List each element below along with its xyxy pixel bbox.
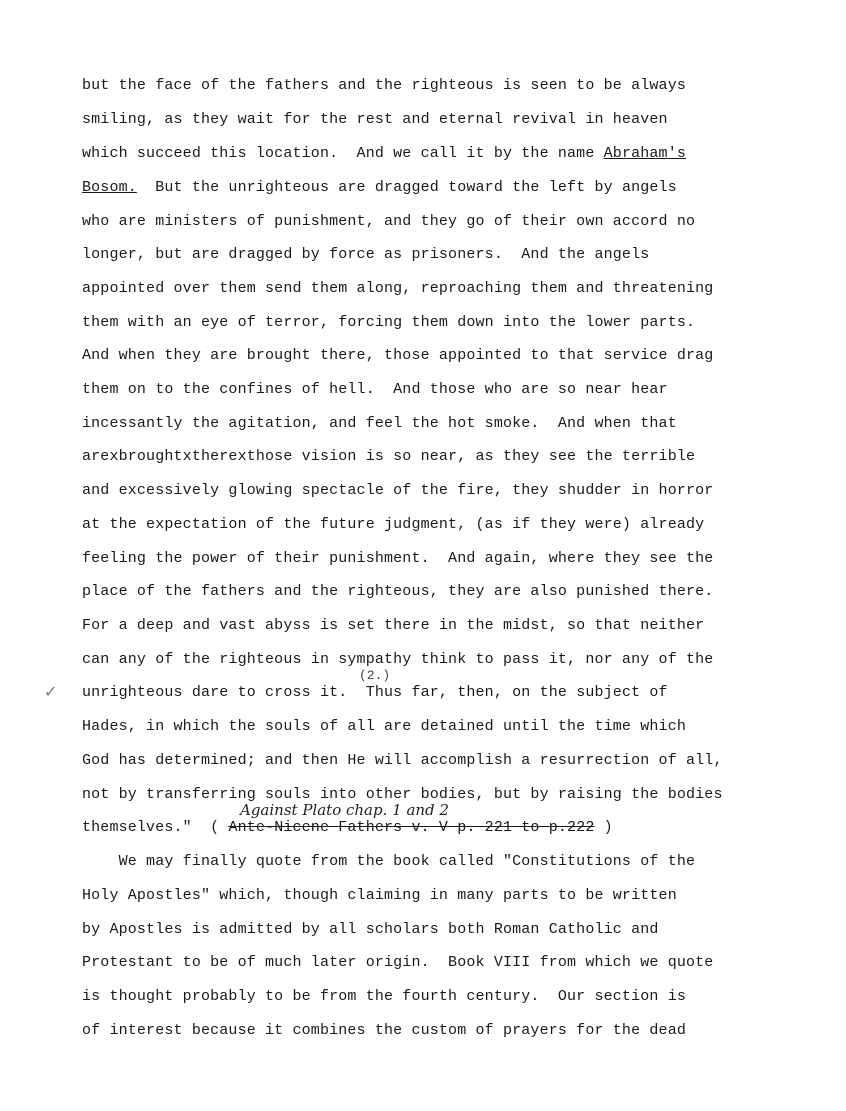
text-line-13: and excessively glowing spectacle of the fire, they shudder in horror bbox=[82, 482, 714, 499]
struck-citation: Ante-Nicene Fathers v. V p. 221 to p.222 bbox=[228, 819, 595, 836]
text-segment: But the unrighteous are dragged toward the left by angels bbox=[136, 179, 677, 196]
text-line-12 bbox=[82, 447, 695, 467]
text-segment: themselves." ( bbox=[82, 819, 229, 836]
text-line-29: of interest because it combines the custom of prayers for the dead bbox=[82, 1022, 686, 1039]
footnote-marker: (2.) bbox=[359, 668, 391, 683]
text-line-6: longer, but are dragged by force as prisoners. And the angels bbox=[82, 246, 650, 263]
margin-checkmark: ✓ bbox=[44, 682, 58, 701]
struck-out-text: arexbroughtxtherexthose bbox=[82, 448, 293, 465]
text-line-5: who are ministers of punishment, and they go of their own accord no bbox=[82, 213, 696, 230]
text-line-24: We may finally quote from the book called "Constitutions of the bbox=[82, 853, 696, 870]
text-line-10: them on to the confines of hell. And those who are so near hear bbox=[82, 381, 668, 398]
text-segment: ) bbox=[594, 819, 613, 836]
text-segment: unrighteous dare to cross it. bbox=[82, 684, 348, 701]
text-segment: which succeed this location. And we call it by the name bbox=[82, 145, 604, 162]
text-line-11: incessantly the agitation, and feel the hot smoke. And when that bbox=[82, 415, 677, 432]
text-line-1: but the face of the fathers and the righteous is seen to be always bbox=[82, 77, 686, 94]
text-line-15: feeling the power of their punishment. And again, where they see the bbox=[82, 550, 714, 567]
text-line-19 bbox=[82, 683, 668, 703]
underlined-name: Abraham's bbox=[603, 145, 687, 162]
text-line-7: appointed over them send them along, reproaching them and threatening bbox=[82, 280, 714, 297]
underlined-word: Bosom. bbox=[82, 179, 137, 196]
text-line-27: Protestant to be of much later origin. Book VIII from which we quote bbox=[82, 954, 714, 971]
text-line-2: smiling, as they wait for the rest and eternal revival in heaven bbox=[82, 111, 668, 128]
text-line-18: can any of the righteous in sympathy think to pass it, nor any of the bbox=[82, 651, 714, 668]
text-line-4 bbox=[82, 178, 677, 198]
text-line-20: Hades, in which the souls of all are detained until the time which bbox=[82, 718, 686, 735]
text-line-26: by Apostles is admitted by all scholars both Roman Catholic and bbox=[82, 921, 659, 938]
text-line-8: them with an eye of terror, forcing them down into the lower parts. bbox=[82, 314, 696, 331]
text-line-21: God has determined; and then He will accomplish a resurrection of all, bbox=[82, 752, 723, 769]
handwritten-note: Against Plato chap. 1 and 2 bbox=[240, 801, 449, 819]
text-line-22: not by transferring souls into other bodies, but by raising the bodies bbox=[82, 786, 723, 803]
text-line-23 bbox=[82, 818, 613, 838]
text-line-3 bbox=[82, 144, 686, 164]
text-line-16: place of the fathers and the righteous, they are also punished there. bbox=[82, 583, 714, 600]
text-segment: Thus far, then, on the subject of bbox=[347, 684, 668, 701]
text-line-14: at the expectation of the future judgment, (as if they were) already bbox=[82, 516, 705, 533]
text-segment: vision is so near, as they see the terrible bbox=[292, 448, 696, 465]
text-line-28: is thought probably to be from the fourth century. Our section is bbox=[82, 988, 686, 1005]
text-line-9: And when they are brought there, those appointed to that service drag bbox=[82, 347, 714, 364]
text-line-17: For a deep and vast abyss is set there in the midst, so that neither bbox=[82, 617, 705, 634]
text-line-25: Holy Apostles" which, though claiming in many parts to be written bbox=[82, 887, 677, 904]
